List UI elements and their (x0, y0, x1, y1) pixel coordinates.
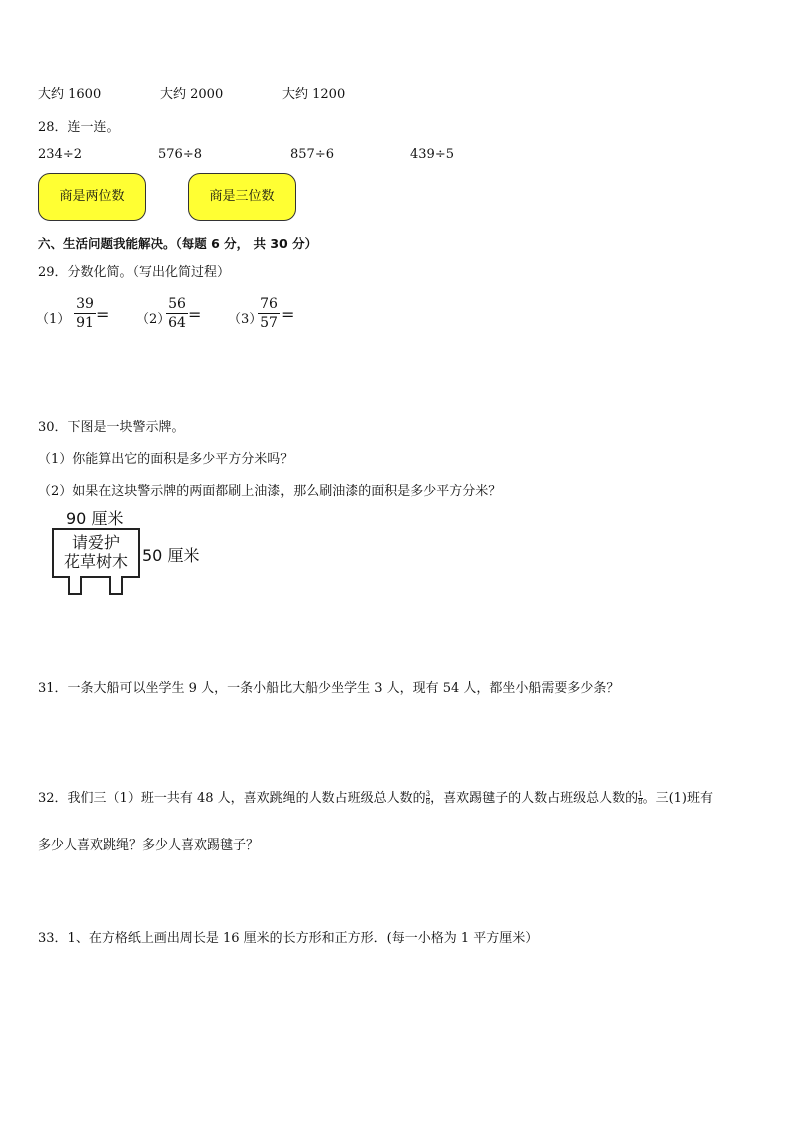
sign-width-label: 90 厘米 (66, 509, 124, 528)
q32-line-1 (38, 787, 713, 806)
q29-label-3: （3） (228, 312, 263, 327)
sign-leg-left (68, 576, 82, 595)
denominator: 8 (638, 798, 643, 806)
sign-line-2: 花草树木 (63, 552, 128, 571)
sign-leg-right (109, 576, 123, 595)
q29-title: 29．分数化简。（写出化简过程） (38, 265, 231, 280)
q29-fraction-2 (166, 296, 188, 331)
equals-sign: = (281, 305, 295, 324)
q33-text: 33．1、在方格纸上画出周长是 16 厘米的长方形和正方形．(每一小格为 1 平方厘米） (38, 931, 539, 946)
denominator: 91 (76, 315, 94, 331)
q30-title: 30．下图是一块警示牌。 (38, 420, 185, 435)
q29-fraction-1 (74, 296, 96, 331)
q32-part2: ，喜欢踢毽子的人数占班级总人数的 (430, 791, 639, 806)
q30-sub1: （1）你能算出它的面积是多少平方分米吗？ (38, 452, 294, 467)
q32-part3: 。三(1)班有 (642, 791, 713, 806)
q29-label-2: （2） (136, 312, 171, 327)
q32-part1: 32．我们三（1）班一共有 48 人，喜欢跳绳的人数占班级总人数的 (38, 791, 426, 806)
bubble-label: 商是三位数 (209, 189, 275, 204)
bubble-label: 商是两位数 (59, 189, 125, 204)
q28-expression: 576÷8 (158, 147, 202, 162)
denominator: 8 (425, 798, 431, 806)
q31-text: 31．一条大船可以坐学生 9 人，一条小船比大船少坐学生 3 人，现有 54 人，都坐小船需要多少条？ (38, 681, 620, 696)
sign-line-1: 请爱护 (71, 533, 120, 552)
q28-expression: 439÷5 (410, 147, 454, 162)
q29-fraction-3 (258, 296, 280, 331)
bubble-three-digit[interactable] (188, 173, 296, 221)
estimate-2: 大约 2000 (160, 87, 224, 102)
q32-line-2: 多少人喜欢跳绳？多少人喜欢踢毽子？ (38, 838, 260, 853)
numerator: 3 (425, 790, 431, 798)
denominator: 64 (168, 315, 186, 331)
q28-title: 28．连一连。 (38, 120, 120, 135)
bubble-two-digit[interactable] (38, 173, 146, 221)
equals-sign: = (96, 305, 110, 324)
numerator: 1 (638, 790, 643, 798)
numerator: 56 (168, 296, 186, 312)
numerator: 39 (76, 296, 94, 312)
q30-sub2: （2）如果在这块警示牌的两面都刷上油漆，那么刷油漆的面积是多少平方分米？ (38, 484, 502, 499)
q29-label-1: （1） (36, 312, 71, 327)
denominator: 57 (260, 315, 278, 331)
q28-expression: 234÷2 (38, 147, 82, 162)
equals-sign: = (188, 305, 202, 324)
q28-expression: 857÷6 (290, 147, 334, 162)
estimate-1: 大约 1600 (38, 87, 102, 102)
numerator: 76 (260, 296, 278, 312)
estimate-3: 大约 1200 (282, 87, 346, 102)
sign-height-label: 50 厘米 (142, 546, 200, 565)
section-heading: 六、生活问题我能解决。（每题 6 分， 共 30 分） (38, 236, 318, 251)
